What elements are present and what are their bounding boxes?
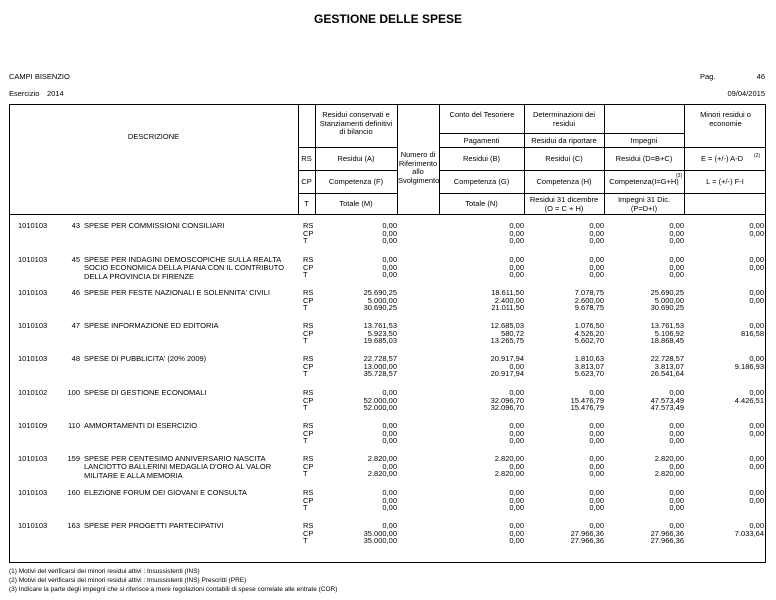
cell-n: 13.265,75 (490, 336, 524, 346)
cell-n: 0,00 (509, 536, 524, 546)
row-type-rs: RS (303, 421, 314, 430)
row-type-t: T (303, 336, 308, 346)
row-code: 1010103 (18, 321, 48, 330)
cell-p: 13.761,53 (650, 321, 684, 330)
cell-m: 2.820,00 (367, 454, 397, 463)
cell-p: 0,00 (669, 228, 684, 238)
cell-p: 2.820,00 (654, 454, 684, 463)
cell-p: 30.690,25 (650, 303, 684, 313)
cell-n: 18.611,50 (491, 288, 524, 297)
footnote-3: (3) Indicare la parte degli impegni che si riferisce a mere regolazioni contabili di spese correlate alle entrate (COR) (9, 585, 338, 593)
cell-q: 0,00 (749, 321, 764, 330)
row-type-cp: CP (303, 461, 314, 471)
row-description: SPESE INFORMAZIONE ED EDITORIA (84, 321, 219, 330)
cell-m: 2.820,00 (367, 469, 397, 479)
row-description: SPESE PER CENTESIMO ANNIVERSARIO NASCITA LANCIOTTO BALLERINI MEDAGLIA D'ORO AL VALOR MILITARE E ALLA MEMORIA (84, 454, 272, 480)
cell-o: 0,00 (589, 262, 604, 272)
row-type-t: T (303, 503, 308, 513)
header-residui-c: Residui (C) (545, 154, 583, 163)
cell-q: 0,00 (749, 461, 764, 471)
header-residui-b: Residui (B) (462, 154, 501, 163)
cell-o: 4.526,20 (574, 328, 604, 338)
cell-o: 15.476,79 (570, 395, 604, 405)
cell-p: 27.966,36 (650, 536, 684, 546)
cell-n: 0,00 (509, 361, 524, 371)
cell-p: 5.000,00 (654, 295, 684, 305)
report-date: 09/04/2015 (727, 89, 765, 98)
header-rs: RS (301, 154, 312, 163)
cell-m: 0,00 (382, 503, 397, 513)
header-competenza-h: Competenza (H) (536, 177, 592, 186)
row-type-rs: RS (303, 388, 314, 397)
row-number: 159 (67, 454, 80, 463)
row-type-cp: CP (303, 328, 314, 338)
footnote-2: (2) Motivi del verificarsi dei minori residui attivi : Insussistenti (INS) Prescritti (PRE) (9, 576, 247, 584)
cell-n: 32.096,70 (490, 403, 524, 413)
row-type-rs: RS (303, 288, 314, 297)
cell-m: 35.728,57 (363, 369, 397, 379)
row-type-t: T (303, 236, 308, 246)
cell-n: 580,72 (501, 328, 524, 338)
cell-m: 0,00 (382, 221, 397, 230)
header-cp: CP (301, 177, 312, 186)
row-description: SPESE PER FESTE NAZIONALI E SOLENNITA' CIVILI (84, 288, 270, 297)
cell-p: 26.541,64 (650, 369, 684, 379)
row-type-t: T (303, 270, 308, 280)
row-number: 48 (71, 354, 80, 363)
cell-m: 0,00 (382, 236, 397, 246)
cell-p: 5.106,92 (654, 328, 684, 338)
header-e-note: (2) (754, 153, 761, 159)
cell-o: 0,00 (589, 436, 604, 446)
header-impegni: Impegni (630, 136, 658, 145)
header-e-formula: E = (+/-) A-D (700, 154, 744, 163)
cell-n: 0,00 (509, 495, 524, 505)
row-number: 43 (71, 221, 80, 230)
cell-n: 0,00 (509, 461, 524, 471)
cell-o: 2.600,00 (574, 295, 604, 305)
divider (439, 193, 766, 194)
page-number: 46 (756, 72, 765, 81)
row-type-cp: CP (303, 361, 314, 371)
row-type-t: T (303, 436, 308, 446)
header-impegni-31: Impegni 31 Dic. (P=D+I) (617, 195, 671, 213)
header-t: T (304, 199, 309, 208)
cell-p: 2.820,00 (654, 469, 684, 479)
cell-n: 0,00 (509, 528, 524, 538)
cell-n: 32.096,70 (490, 395, 524, 405)
cell-o: 1.076,50 (574, 321, 604, 330)
entity-name: CAMPI BISENZIO (9, 72, 70, 81)
cell-n: 21.011,50 (491, 303, 524, 313)
cell-q: 0,00 (749, 454, 764, 463)
cell-o: 27.966,36 (570, 536, 604, 546)
cell-m: 0,00 (382, 436, 397, 446)
cell-m: 25.690,25 (363, 288, 397, 297)
cell-m: 13.761,53 (363, 321, 397, 330)
cell-m: 30.690,25 (363, 303, 397, 313)
row-code: 1010102 (18, 388, 48, 397)
row-description: SPESE PER INDAGINI DEMOSCOPICHE SULLA REALTA SOCIO ECONOMICA DELLA PIANA CON IL CONTRIBUTO DELLA PROVINCIA DI FIRENZE (84, 255, 285, 281)
row-code: 1010103 (18, 255, 48, 264)
cell-o: 5.623,70 (574, 369, 604, 379)
row-type-cp: CP (303, 528, 314, 538)
cell-m: 35.000,00 (363, 528, 397, 538)
cell-n: 2.400,00 (494, 295, 524, 305)
header-determinazioni: Determinazioni dei residui (532, 110, 596, 128)
cell-p: 22.728,57 (650, 354, 684, 363)
cell-n: 2.820,00 (494, 469, 524, 479)
cell-p: 18.868,45 (650, 336, 684, 346)
cell-q: 0,00 (749, 228, 764, 238)
cell-n: 0,00 (509, 428, 524, 438)
cell-o: 0,00 (589, 228, 604, 238)
row-type-rs: RS (303, 454, 314, 463)
cell-n: 0,00 (509, 228, 524, 238)
row-type-rs: RS (303, 354, 314, 363)
cell-m: 52.000,00 (363, 395, 397, 405)
cell-q: 0,00 (749, 288, 764, 297)
cell-q: 4.426,51 (734, 395, 764, 405)
cell-m: 0,00 (382, 228, 397, 238)
cell-q: 0,00 (749, 295, 764, 305)
cell-q: 0,00 (749, 262, 764, 272)
row-type-t: T (303, 369, 308, 379)
cell-q: 0,00 (749, 354, 764, 363)
cell-p: 25.690,25 (650, 288, 684, 297)
year-value: 2014 (47, 89, 64, 98)
row-type-cp: CP (303, 495, 314, 505)
row-type-cp: CP (303, 395, 314, 405)
cell-n: 0,00 (509, 255, 524, 264)
header-totale-m: Totale (M) (339, 199, 373, 208)
cell-q: 0,00 (749, 421, 764, 430)
header-minori-residui: Minori residui o economie (700, 110, 751, 128)
cell-n: 0,00 (509, 436, 524, 446)
cell-n: 2.820,00 (494, 454, 524, 463)
cell-p: 0,00 (669, 495, 684, 505)
cell-n: 0,00 (509, 521, 524, 530)
cell-m: 5.000,00 (367, 295, 397, 305)
page-label: Pag. (700, 72, 716, 81)
cell-m: 0,00 (382, 421, 397, 430)
row-type-cp: CP (303, 295, 314, 305)
header-residui-da-riportare: Residui da riportare (531, 136, 597, 145)
divider (439, 133, 684, 134)
cell-m: 0,00 (382, 521, 397, 530)
row-code: 1010103 (18, 454, 48, 463)
cell-q: 816,58 (741, 328, 764, 338)
cell-q: 0,00 (749, 495, 764, 505)
row-type-t: T (303, 403, 308, 413)
cell-p: 47.573,49 (650, 395, 684, 405)
cell-n: 0,00 (509, 421, 524, 430)
header-residui-d: Residui (D=B+C) (615, 154, 673, 163)
row-type-t: T (303, 536, 308, 546)
cell-q: 9.186,93 (734, 361, 764, 371)
cell-n: 20.917,94 (490, 354, 524, 363)
header-residui-31: Residui 31 dicembre (O = C + H) (529, 195, 599, 213)
divider (9, 214, 766, 215)
cell-o: 0,00 (589, 521, 604, 530)
cell-o: 3.813,07 (574, 361, 604, 371)
cell-n: 0,00 (509, 488, 524, 497)
cell-q: 0,00 (749, 428, 764, 438)
cell-n: 0,00 (509, 236, 524, 246)
cell-m: 0,00 (382, 461, 397, 471)
cell-o: 0,00 (589, 454, 604, 463)
divider (298, 147, 397, 148)
row-code: 1010103 (18, 288, 48, 297)
cell-o: 0,00 (589, 488, 604, 497)
cell-o: 1.810,63 (574, 354, 604, 363)
row-type-rs: RS (303, 221, 314, 230)
header-descrizione: DESCRIZIONE (127, 132, 180, 141)
cell-p: 0,00 (669, 461, 684, 471)
cell-p: 47.573,49 (650, 403, 684, 413)
cell-o: 0,00 (589, 495, 604, 505)
footnote-1: (1) Motivi del verificarsi dei minori residui attivi : Insussistenti (INS) (9, 568, 200, 575)
row-type-rs: RS (303, 255, 314, 264)
cell-p: 0,00 (669, 221, 684, 230)
cell-q: 0,00 (749, 221, 764, 230)
cell-p: 0,00 (669, 262, 684, 272)
row-number: 47 (71, 321, 80, 330)
cell-n: 0,00 (509, 270, 524, 280)
header-residui-a: Residui (A) (337, 154, 375, 163)
cell-p: 0,00 (669, 236, 684, 246)
row-description: SPESE PER COMMISSIONI CONSILIARI (84, 221, 225, 230)
cell-o: 0,00 (589, 461, 604, 471)
row-type-t: T (303, 303, 308, 313)
cell-n: 0,00 (509, 221, 524, 230)
cell-o: 7.078,75 (574, 288, 604, 297)
cell-o: 27.966,36 (570, 528, 604, 538)
cell-p: 0,00 (669, 428, 684, 438)
cell-m: 0,00 (382, 388, 397, 397)
row-number: 163 (67, 521, 80, 530)
row-number: 100 (67, 388, 80, 397)
cell-n: 12.685,03 (490, 321, 524, 330)
cell-o: 0,00 (589, 428, 604, 438)
cell-q: 0,00 (749, 388, 764, 397)
cell-m: 0,00 (382, 262, 397, 272)
cell-m: 22.728,57 (363, 354, 397, 363)
row-type-rs: RS (303, 321, 314, 330)
cell-m: 0,00 (382, 270, 397, 280)
cell-q: 7.033,64 (734, 528, 764, 538)
cell-n: 20.917,94 (490, 369, 524, 379)
year-label: Esercizio (9, 89, 40, 98)
cell-n: 0,00 (509, 388, 524, 397)
row-number: 160 (67, 488, 80, 497)
row-type-rs: RS (303, 521, 314, 530)
row-description: SPESE DI PUBBLICITA' (20% 2009) (84, 354, 207, 363)
divider (298, 170, 397, 171)
header-pagamenti: Pagamenti (463, 136, 500, 145)
cell-m: 52.000,00 (363, 403, 397, 413)
cell-p: 0,00 (669, 255, 684, 264)
row-code: 1010103 (18, 521, 48, 530)
cell-o: 15.476,79 (570, 403, 604, 413)
row-code: 1010103 (18, 354, 48, 363)
cell-o: 0,00 (589, 388, 604, 397)
cell-p: 0,00 (669, 270, 684, 280)
cell-n: 0,00 (509, 503, 524, 513)
header-conto-tesoriere: Conto del Tesoriere (449, 110, 515, 119)
cell-m: 0,00 (382, 488, 397, 497)
row-description: ELEZIONE FORUM DEI GIOVANI E CONSULTA (84, 488, 247, 497)
cell-p: 0,00 (669, 521, 684, 530)
row-type-cp: CP (303, 262, 314, 272)
cell-m: 0,00 (382, 255, 397, 264)
row-code: 1010103 (18, 488, 48, 497)
cell-p: 0,00 (669, 503, 684, 513)
cell-o: 5.602,70 (574, 336, 604, 346)
cell-q: 0,00 (749, 488, 764, 497)
row-number: 46 (71, 288, 80, 297)
footnotes (9, 568, 337, 594)
row-code: 1010109 (18, 421, 48, 430)
header-competenza-i: Competenza(I=G+H) (609, 177, 679, 186)
cell-p: 0,00 (669, 388, 684, 397)
cell-o: 0,00 (589, 469, 604, 479)
divider (298, 193, 397, 194)
cell-m: 0,00 (382, 428, 397, 438)
header-competenza-f: Competenza (F) (328, 177, 384, 186)
cell-o: 9.678,75 (574, 303, 604, 313)
row-description: SPESE DI GESTIONE ECONOMALI (84, 388, 207, 397)
cell-q: 0,00 (749, 255, 764, 264)
cell-o: 0,00 (589, 236, 604, 246)
cell-m: 35.000,00 (363, 536, 397, 546)
cell-q: 0,00 (749, 521, 764, 530)
cell-o: 0,00 (589, 503, 604, 513)
row-type-cp: CP (303, 428, 314, 438)
header-totale-n: Totale (N) (465, 199, 498, 208)
header-l-formula: L = (+/-) F-I (706, 177, 744, 186)
cell-m: 0,00 (382, 495, 397, 505)
cell-o: 0,00 (589, 421, 604, 430)
row-type-rs: RS (303, 488, 314, 497)
cell-o: 0,00 (589, 255, 604, 264)
report-title: GESTIONE DELLE SPESE (313, 12, 463, 26)
divider (439, 147, 766, 148)
cell-n: 0,00 (509, 262, 524, 272)
row-description: SPESE PER PROGETTI PARTECIPATIVI (84, 521, 224, 530)
cell-m: 5.923,50 (367, 328, 397, 338)
cell-m: 19.685,03 (363, 336, 397, 346)
row-description: AMMORTAMENTI DI ESERCIZIO (84, 421, 198, 430)
cell-o: 0,00 (589, 221, 604, 230)
header-residui-conservati: Residui conservati e Stanziamenti definitivi di bilancio (319, 110, 393, 136)
cell-p: 3.813,07 (654, 361, 684, 371)
row-type-cp: CP (303, 228, 314, 238)
cell-o: 0,00 (589, 270, 604, 280)
divider (439, 170, 766, 171)
cell-m: 13.000,00 (363, 361, 397, 371)
cell-p: 27.966,36 (650, 528, 684, 538)
header-competenza-g: Competenza (G) (453, 177, 510, 186)
header-numero-riferimento: Numero di Riferimento allo Svolgimento (398, 150, 440, 185)
row-type-t: T (303, 469, 308, 479)
header-i-note: (3) (676, 173, 683, 179)
row-number: 110 (68, 421, 80, 430)
row-code: 1010103 (18, 221, 48, 230)
row-number: 45 (71, 255, 80, 264)
cell-p: 0,00 (669, 421, 684, 430)
cell-p: 0,00 (669, 436, 684, 446)
cell-p: 0,00 (669, 488, 684, 497)
